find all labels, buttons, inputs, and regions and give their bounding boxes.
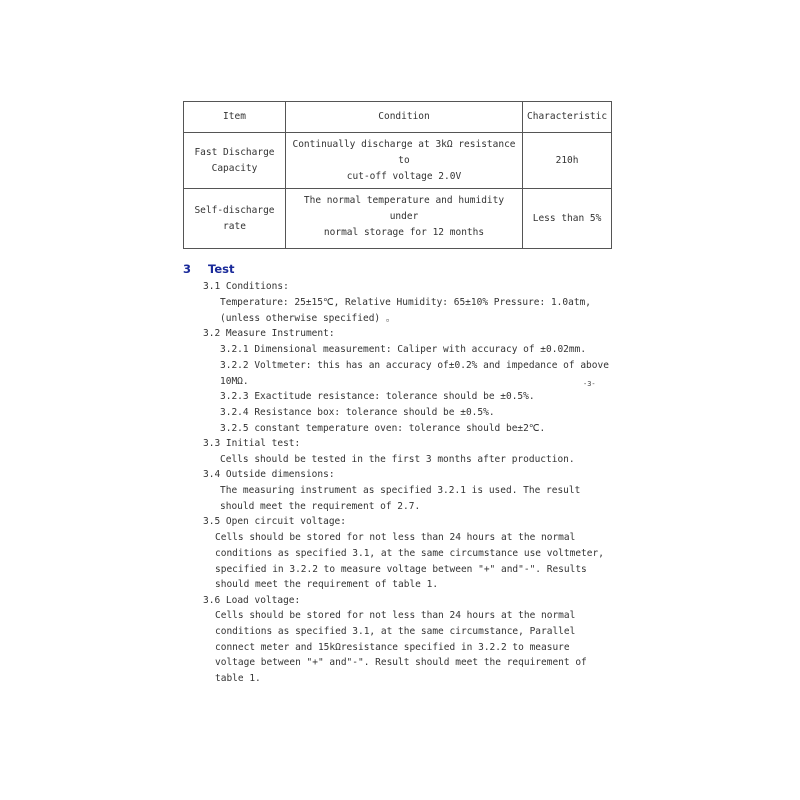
section-heading (183, 262, 234, 276)
body-line: 3.2.2 Voltmeter: this has an accuracy of±0.2% and impedance of above (220, 360, 609, 371)
body-line: 3.1 Conditions: (203, 281, 289, 292)
body-line: 3.6 Load voltage: (203, 595, 301, 606)
row-condition (286, 133, 523, 189)
body-line: voltage between "+" and"-". Result should meet the requirement of (215, 657, 587, 668)
body-line: 10MΩ. (220, 376, 249, 387)
body-line: (unless otherwise specified) 。 (220, 313, 396, 324)
body-line: 3.4 Outside dimensions: (203, 469, 335, 480)
body-line: 3.3 Initial test: (203, 438, 301, 449)
body-line: Temperature: 25±15℃, Relative Humidity: 65±10% Pressure: 1.0atm, (220, 297, 591, 308)
table-row (184, 189, 612, 249)
body-line: should meet the requirement of 2.7. (220, 501, 421, 512)
body-line: should meet the requirement of table 1. (215, 579, 439, 590)
body-line: conditions as specified 3.1, at the same circumstance use voltmeter, (215, 548, 604, 559)
row-characteristic: Less than 5% (523, 189, 612, 249)
body-line: table 1. (215, 673, 261, 684)
row-condition-line: The normal temperature and humidity under (303, 195, 505, 222)
body-line: conditions as specified 3.1, at the same circumstance, Parallel (215, 626, 576, 637)
body-line: Cells should be stored for not less than 24 hours at the normal (215, 532, 576, 543)
row-characteristic: 210h (523, 133, 612, 189)
row-item (184, 133, 286, 189)
table-header-row (184, 102, 612, 133)
body-line: 3.5 Open circuit voltage: (203, 516, 346, 527)
body-line: 3.2.5 constant temperature oven: tolerance should be±2℃. (220, 423, 546, 434)
table-row (184, 133, 612, 189)
header-condition: Condition (286, 102, 523, 133)
header-characteristic: Characteristic (523, 102, 612, 133)
body-line: 3.2 Measure Instrument: (203, 328, 335, 339)
row-condition-line: Continually discharge at 3kΩ resistance to (292, 138, 516, 166)
body-line: The measuring instrument as specified 3.2.1 is used. The result (220, 485, 581, 496)
row-condition-line: normal storage for 12 months (323, 227, 485, 238)
body-line: 3.2.1 Dimensional measurement: Caliper with accuracy of ±0.02mm. (220, 344, 587, 355)
section-number: 3 (183, 262, 192, 276)
body-line: Cells should be tested in the first 3 months after production. (220, 454, 575, 465)
row-item-line: Fast Discharge (194, 146, 275, 158)
row-item-line: rate (223, 220, 246, 232)
row-item-line: Self-discharge (194, 204, 275, 216)
section-title: Test (208, 262, 235, 276)
header-item: Item (184, 102, 286, 133)
body-line: specified in 3.2.2 to measure voltage between "+" and"-". Results (215, 564, 587, 575)
page-number: -3- (583, 380, 596, 388)
body-line: connect meter and 15kΩresistance specified in 3.2.2 to measure (215, 642, 570, 653)
body-line: 3.2.4 Resistance box: tolerance should be ±0.5%. (220, 407, 495, 418)
body-line: 3.2.3 Exactitude resistance: tolerance should be ±0.5%. (220, 391, 535, 402)
row-condition (286, 189, 523, 249)
row-item-line: Capacity (211, 162, 258, 174)
row-item (184, 189, 286, 249)
row-condition-line: cut-off voltage 2.0V (346, 170, 462, 182)
body-line: Cells should be stored for not less than 24 hours at the normal (215, 610, 576, 621)
characteristics-table (183, 101, 612, 249)
